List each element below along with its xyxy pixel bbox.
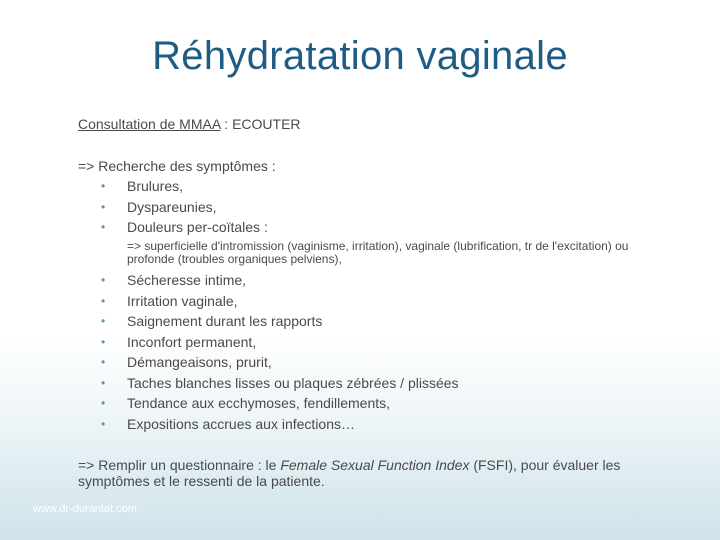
symptom-list-second: [78, 270, 459, 434]
bullet-icon: •: [101, 416, 106, 431]
questionnaire-instruction: [78, 457, 678, 489]
symptom-text: Irritation vaginale,: [127, 292, 238, 309]
symptom-text: Taches blanches lisses ou plaques zébrées / plissées: [127, 374, 459, 391]
list-item: [78, 414, 459, 435]
consultation-label: Consultation de MMAA: [78, 116, 221, 132]
symptom-text: Démangeaisons, prurit,: [127, 354, 272, 370]
footer-website: www.dr-durantet.com: [33, 503, 137, 515]
consultation-action: : ECOUTER: [220, 116, 301, 132]
symptom-text: Douleurs per-coïtales :: [127, 219, 268, 235]
symptom-text: Expositions accrues aux infections…: [127, 415, 355, 432]
bullet-icon: •: [101, 355, 106, 369]
list-item: [78, 332, 459, 353]
bullet-icon: •: [101, 375, 106, 390]
list-item: [78, 217, 268, 238]
list-item: [78, 197, 268, 218]
questionnaire-prefix: => Remplir un questionnaire : le: [78, 457, 281, 473]
consultation-line: [78, 116, 301, 132]
symptom-text: Sécheresse intime,: [127, 272, 247, 288]
list-item: [78, 176, 268, 197]
slide-title: Réhydratation vaginale: [152, 34, 568, 78]
list-item: [78, 270, 459, 291]
list-item: [78, 393, 459, 414]
questionnaire-suffix: (FSFI), pour évaluer les symptômes et le ressenti de la patiente.: [78, 457, 621, 489]
list-item: [78, 352, 459, 373]
bullet-icon: •: [101, 273, 106, 287]
bullet-icon: •: [101, 396, 106, 410]
symptom-list-first: [78, 176, 268, 238]
questionnaire-name: Female Sexual Function Index: [280, 457, 470, 473]
bullet-icon: •: [101, 220, 106, 234]
bullet-icon: •: [101, 179, 106, 193]
list-item: [78, 311, 459, 332]
list-item: [78, 291, 459, 312]
bullet-icon: •: [101, 199, 106, 214]
symptom-text: Brulures,: [127, 178, 184, 194]
bullet-icon: •: [101, 334, 106, 349]
symptom-text: Saignement durant les rapports: [127, 313, 323, 329]
list-item: [78, 373, 459, 394]
symptom-text: Dyspareunies,: [127, 198, 217, 215]
pain-detail-note: => superficielle d'intromission (vaginisme, irritation), vaginale (lubrification, tr de l'excitation) ou profonde (troubles organiques pelviens),: [127, 239, 629, 266]
bullet-icon: •: [101, 314, 106, 328]
symptom-text: Inconfort permanent,: [127, 333, 257, 350]
symptom-search-heading: => Recherche des symptômes :: [78, 158, 276, 174]
symptom-text: Tendance aux ecchymoses, fendillements,: [127, 395, 391, 411]
bullet-icon: •: [101, 293, 106, 308]
